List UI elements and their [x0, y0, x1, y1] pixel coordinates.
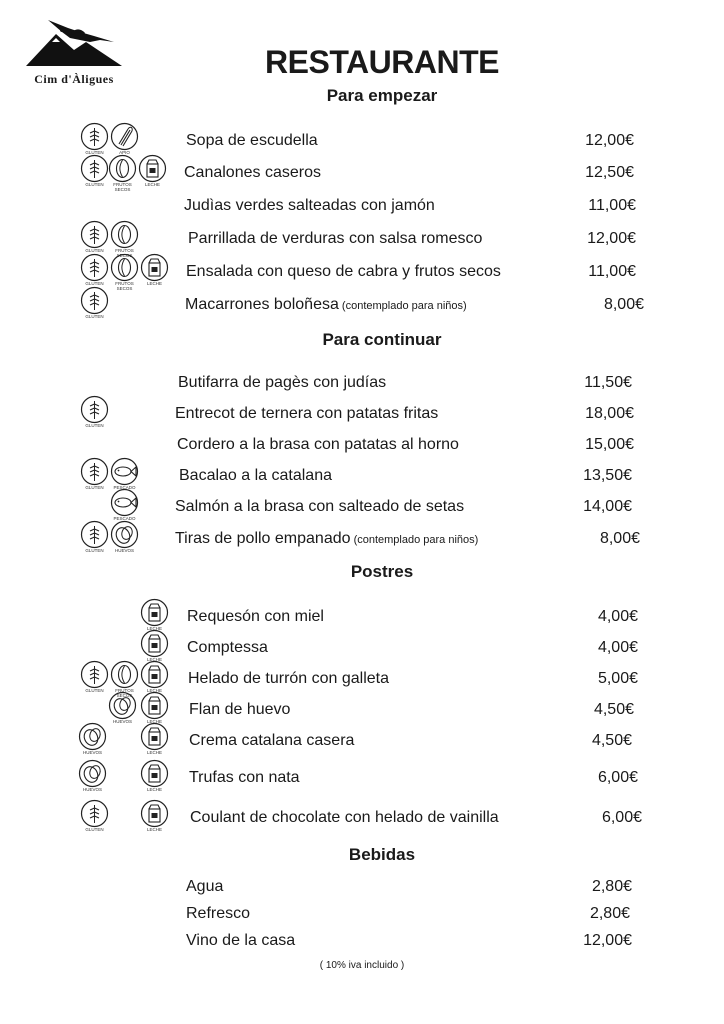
dish-price: 2,80€ [591, 878, 632, 895]
dish-price: 12,00€ [587, 230, 636, 247]
allergen-frutos-icon [110, 253, 141, 289]
menu-item [0, 463, 724, 493]
allergen-caption: GLUTEN [85, 314, 104, 319]
dish-price: 11,00€ [588, 197, 636, 214]
allergen-huevos-icon [108, 691, 139, 727]
allergen-caption: GLUTEN [85, 827, 104, 832]
dish-price: 6,00€ [601, 809, 642, 826]
menu-item [0, 928, 724, 958]
allergen-gluten-icon [80, 395, 111, 431]
allergen-gluten-icon [80, 286, 111, 322]
logo-text: Cim d'Àligues [34, 72, 114, 86]
section-heading: Para continuar [322, 330, 442, 349]
allergen-caption: LECHE [146, 719, 162, 724]
allergen-huevos-icon [110, 520, 141, 556]
dish-price: 5,00€ [597, 670, 638, 687]
menu-item [0, 292, 724, 322]
section-heading: Para empezar [326, 86, 438, 105]
dish-name: Tiras de pollo empanado (contemplado para niños) [175, 530, 479, 547]
allergen-caption: HUEVOS [112, 719, 132, 724]
dish-name: Flan de huevo [189, 701, 291, 718]
menu-item [0, 193, 724, 223]
allergen-caption: LECHE [146, 281, 162, 286]
section-heading: Bebidas [348, 845, 416, 864]
menu-item [0, 526, 724, 556]
menu-item [0, 874, 724, 904]
allergen-caption: FRUTOS SECOS [113, 182, 132, 192]
allergen-caption: GLUTEN [85, 248, 104, 253]
allergen-caption: HUEVOS [114, 548, 134, 553]
allergen-caption: LECHE [144, 182, 160, 187]
dish-price: 12,00€ [583, 932, 632, 949]
allergen-caption: GLUTEN [85, 485, 104, 490]
dish-name: Parrillada de verduras con salsa romesco [188, 230, 483, 247]
allergen-caption: FRUTOS SECOS [115, 248, 134, 258]
allergen-caption: FRUTOS SECOS [115, 281, 134, 291]
dish-price: 4,50€ [593, 701, 634, 718]
allergen-huevos-icon [78, 759, 109, 795]
allergen-leche-icon [140, 253, 171, 289]
dish-name: Refresco [186, 905, 251, 922]
dish-price: 12,50€ [585, 164, 634, 181]
dish-note: (contemplado para niños) [338, 300, 467, 312]
menu-item [0, 160, 724, 190]
allergen-caption: FRUTOS SECOS [115, 688, 134, 698]
allergen-caption: LECHE [146, 787, 162, 792]
vat-footnote: ( 10% iva incluido ) [319, 960, 405, 971]
dish-name: Entrecot de ternera con patatas fritas [175, 405, 439, 422]
allergen-caption: GLUTEN [85, 182, 104, 187]
dish-price: 8,00€ [603, 296, 644, 313]
dish-name: Vino de la casa [186, 932, 296, 949]
allergen-caption: GLUTEN [85, 688, 104, 693]
allergen-gluten-icon [80, 520, 111, 556]
dish-price: 4,00€ [597, 608, 638, 625]
dish-price: 11,50€ [584, 374, 632, 391]
dish-name: Salmón a la brasa con salteado de setas [175, 498, 465, 515]
dish-name: Sopa de escudella [186, 132, 318, 149]
dish-name: Canalones caseros [184, 164, 321, 181]
dish-name: Trufas con nata [189, 769, 300, 786]
allergen-gluten-icon [80, 660, 111, 696]
menu-item [0, 259, 724, 289]
menu-item [0, 401, 724, 431]
allergen-caption: GLUTEN [85, 150, 104, 155]
allergen-caption: PESCADO [113, 485, 136, 490]
allergen-gluten-icon [80, 799, 111, 835]
dish-price: 13,50€ [583, 467, 632, 484]
allergen-caption: LECHE [146, 750, 162, 755]
allergen-gluten-icon [80, 457, 111, 493]
dish-name: Macarrones boloñesa (contemplado para niños) [185, 296, 467, 313]
dish-price: 4,50€ [591, 732, 632, 749]
dish-name: Coulant de chocolate con helado de vainilla [190, 809, 499, 826]
dish-price: 11,00€ [588, 263, 636, 280]
dish-price: 2,80€ [589, 905, 630, 922]
dish-price: 8,00€ [599, 530, 640, 547]
dish-name: Cordero a la brasa con patatas al horno [177, 436, 459, 453]
allergen-caption: HUEVOS [82, 750, 102, 755]
dish-price: 15,00€ [585, 436, 634, 453]
dish-note: (contemplado para niños) [350, 534, 479, 546]
section-heading: Postres [350, 562, 414, 581]
menu-item [0, 226, 724, 256]
dish-price: 18,00€ [585, 405, 634, 422]
dish-price: 14,00€ [583, 498, 632, 515]
dish-price: 4,00€ [597, 639, 638, 656]
allergen-apio-icon [110, 122, 141, 158]
allergen-caption: GLUTEN [85, 423, 104, 428]
menu-item [0, 728, 724, 758]
menu-item [0, 901, 724, 931]
allergen-caption: GLUTEN [85, 281, 104, 286]
page-title: RESTAURANTE [265, 44, 499, 80]
allergen-caption: LECHE [146, 827, 162, 832]
dish-name: Helado de turrón con galleta [188, 670, 390, 687]
allergen-caption: GLUTEN [85, 548, 104, 553]
menu-item [0, 765, 724, 795]
allergen-gluten-icon [80, 122, 111, 158]
allergen-leche-icon [140, 799, 171, 835]
dish-name: Judìas verdes salteadas con jamón [184, 197, 435, 214]
allergen-caption: HUEVOS [82, 787, 102, 792]
allergen-caption: APIO [119, 150, 130, 155]
allergen-leche-icon [138, 154, 169, 190]
menu-item [0, 805, 724, 835]
allergen-caption: LECHE [146, 688, 162, 693]
dish-price: 6,00€ [597, 769, 638, 786]
dish-name: Requesón con miel [187, 608, 324, 625]
allergen-caption: LECHE [146, 626, 162, 631]
allergen-frutos-icon [108, 154, 139, 190]
allergen-leche-icon [140, 759, 171, 795]
dish-name: Agua [186, 878, 224, 895]
dish-price: 12,00€ [585, 132, 634, 149]
dish-name: Comptessa [187, 639, 268, 656]
allergen-caption: PESCADO [113, 516, 136, 521]
dish-name: Crema catalana casera [189, 732, 355, 749]
allergen-pescado-icon [110, 488, 141, 524]
dish-name: Ensalada con queso de cabra y frutos secos [186, 263, 501, 280]
dish-name: Butifarra de pagès con judías [178, 374, 387, 391]
allergen-frutos-icon [110, 220, 141, 256]
dish-name: Bacalao a la catalana [179, 467, 332, 484]
allergen-leche-icon [140, 722, 171, 758]
allergen-gluten-icon [80, 220, 111, 256]
allergen-huevos-icon [78, 722, 109, 758]
allergen-gluten-icon [80, 253, 111, 289]
allergen-gluten-icon [80, 154, 111, 190]
menu-item [0, 604, 724, 634]
allergen-caption: LECHE [146, 657, 162, 662]
